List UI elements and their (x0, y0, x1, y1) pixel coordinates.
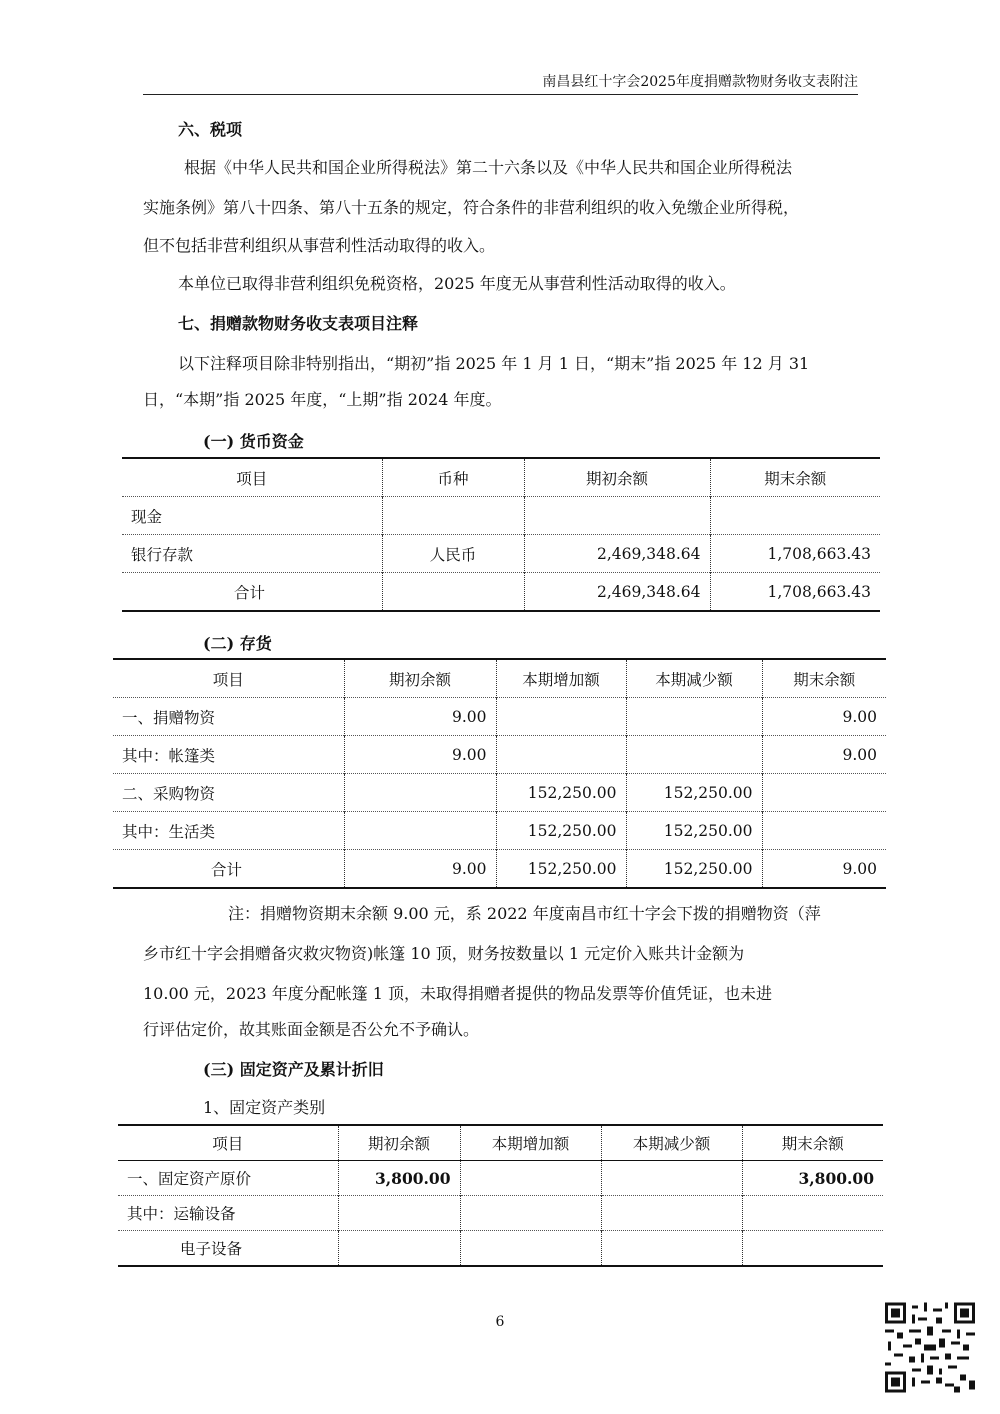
cell-decrease: 152,250.00 (626, 812, 762, 850)
cell-item: 二、采购物资 (113, 774, 344, 812)
header-cell: 期末余额 (710, 458, 880, 497)
tax-para1-line2: 实施条例》第八十四条、第八十五条的规定，符合条件的非营利组织的收入免缴企业所得税， (143, 198, 800, 217)
header-cell: 期末余额 (762, 659, 886, 698)
header-cell: 本期减少额 (601, 1125, 742, 1161)
table-row (113, 698, 886, 736)
cell-closing (762, 774, 886, 812)
header-cell: 项目 (236, 469, 268, 488)
cell-closing: 9.00 (762, 698, 886, 736)
header-cell: 本期增加额 (496, 659, 626, 698)
cell-item: 其中：帐篷类 (113, 736, 344, 774)
cell-increase (460, 1196, 601, 1231)
section-title-tax: 六、税项 (178, 120, 243, 139)
cell-decrease (626, 698, 762, 736)
header-cell: 本期增加额 (460, 1125, 601, 1161)
cell-item: 其中：生活类 (113, 812, 344, 850)
table-row (118, 1231, 883, 1267)
table-row (118, 1196, 883, 1231)
cell-closing: 3,800.00 (742, 1161, 883, 1196)
header-cell: 期初余额 (344, 659, 496, 698)
table-row-total (113, 850, 886, 889)
cell-increase: 152,250.00 (496, 812, 626, 850)
page-header: 南昌县红十字会2025年度捐赠款物财务收支表附注 (143, 74, 858, 95)
cell-increase (496, 736, 626, 774)
cell-item: 现金 (122, 497, 382, 535)
table-row (113, 736, 886, 774)
cell-item: 一、捐赠物资 (113, 698, 344, 736)
cell-opening (344, 774, 496, 812)
cell-opening: 9.00 (344, 736, 496, 774)
tax-para1-line3: 但不包括非营利组织从事营利性活动取得的收入。 (143, 236, 496, 255)
cell-item: 一、固定资产原价 (118, 1161, 338, 1196)
cell-decrease (601, 1231, 742, 1267)
cell-decrease (601, 1161, 742, 1196)
notes-intro-line2: 日，“本期”指 2025 年度，“上期”指 2024 年度。 (143, 390, 502, 409)
cell-opening (338, 1196, 460, 1231)
cell-opening: 3,800.00 (338, 1161, 460, 1196)
cell-increase: 152,250.00 (496, 850, 626, 889)
table-row (118, 1161, 883, 1196)
cell-opening: 9.00 (344, 698, 496, 736)
header-cell: 币种 (382, 458, 524, 497)
inventory-title: (二) 存货 (203, 634, 272, 653)
cell-item: 其中：运输设备 (118, 1196, 338, 1231)
qr-code-icon (885, 1300, 975, 1395)
cell-closing: 9.00 (762, 736, 886, 774)
cell-increase (460, 1161, 601, 1196)
cell-closing: 1,708,663.43 (710, 535, 880, 573)
cell-increase: 152,250.00 (496, 774, 626, 812)
cash-table (122, 457, 880, 612)
cell-item: 银行存款 (122, 535, 382, 573)
table-row (122, 535, 880, 573)
inventory-note-line2: 乡市红十字会捐赠备灾救灾物资)帐篷 10 顶，财务按数量以 1 元定价入账共计金额为 (143, 944, 745, 963)
cell-decrease (626, 736, 762, 774)
cell-decrease: 152,250.00 (626, 850, 762, 889)
cell-opening (524, 497, 710, 535)
cell-item: 合计 (122, 573, 382, 612)
header-cell: 期初余额 (338, 1125, 460, 1161)
header-cell: 期初余额 (524, 458, 710, 497)
cell-increase (460, 1231, 601, 1267)
tax-para2: 本单位已取得非营利组织免税资格，2025 年度无从事营利性活动取得的收入。 (178, 274, 736, 293)
cell-closing (742, 1196, 883, 1231)
cell-increase (496, 698, 626, 736)
cell-closing (710, 497, 880, 535)
section-title-notes: 七、捐赠款物财务收支表项目注释 (178, 314, 419, 333)
cell-opening: 9.00 (344, 850, 496, 889)
cell-opening (344, 812, 496, 850)
cell-opening: 2,469,348.64 (524, 535, 710, 573)
cell-opening (338, 1231, 460, 1267)
header-cell: 本期减少额 (626, 659, 762, 698)
inventory-note-line1: 注：捐赠物资期末余额 9.00 元，系 2022 年度南昌市红十字会下拨的捐赠物资（萍 (228, 904, 821, 923)
header-cell: 期末余额 (742, 1125, 883, 1161)
table-row (113, 812, 886, 850)
cell-opening: 2,469,348.64 (524, 573, 710, 612)
cash-title: (一) 货币资金 (203, 432, 304, 451)
cell-currency (382, 497, 524, 535)
table-header-row (122, 458, 880, 497)
cell-currency (382, 573, 524, 612)
inventory-note-line3: 10.00 元，2023 年度分配帐篷 1 顶，未取得捐赠者提供的物品发票等价值凭证，也未进 (143, 984, 773, 1003)
header-cell: 项目 (118, 1125, 338, 1161)
table-header-row (113, 659, 886, 698)
page-number: 6 (495, 1314, 505, 1330)
cell-currency: 人民币 (382, 535, 524, 573)
inventory-table (113, 658, 886, 889)
header-cell: 项目 (212, 670, 244, 689)
cell-decrease (601, 1196, 742, 1231)
inventory-note-line4: 行评估定价，故其账面金额是否公允不予确认。 (143, 1020, 480, 1039)
cell-decrease: 152,250.00 (626, 774, 762, 812)
table-row (122, 497, 880, 535)
table-row (113, 774, 886, 812)
tax-para1-line1: 根据《中华人民共和国企业所得税法》第二十六条以及《中华人民共和国企业所得税法 (184, 158, 793, 177)
cell-closing: 1,708,663.43 (710, 573, 880, 612)
cell-item: 合计 (113, 850, 344, 889)
fixed-assets-title: (三) 固定资产及累计折旧 (203, 1060, 384, 1079)
fixed-assets-table (118, 1124, 883, 1267)
table-header-row (118, 1125, 883, 1161)
cell-closing (762, 812, 886, 850)
fixed-assets-subtitle: 1、固定资产类别 (203, 1098, 326, 1117)
notes-intro-line1: 以下注释项目除非特别指出，“期初”指 2025 年 1 月 1 日，“期末”指 2025 年 12 月 31 (178, 354, 810, 373)
cell-item: 电子设备 (118, 1231, 338, 1267)
cell-closing: 9.00 (762, 850, 886, 889)
cell-closing (742, 1231, 883, 1267)
table-row-total (122, 573, 880, 612)
